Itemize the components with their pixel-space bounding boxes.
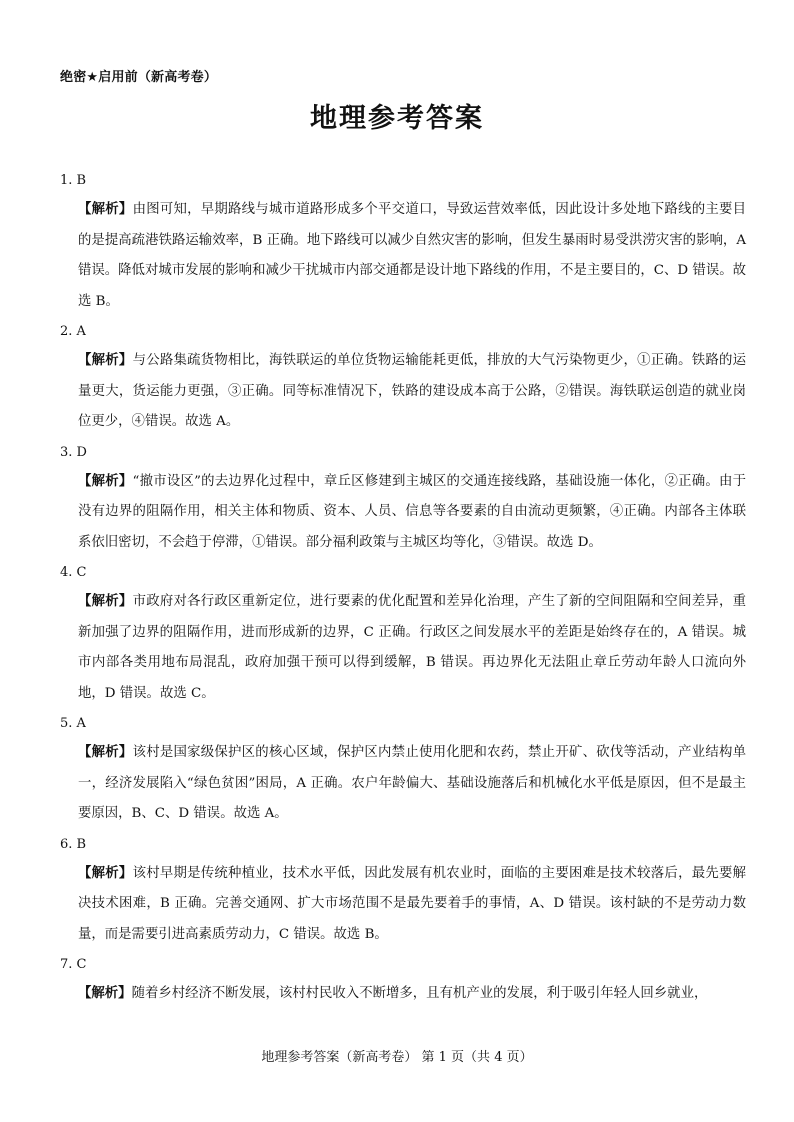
question-analysis	[60, 345, 746, 438]
confidential-label: 绝密★启用前（新高考卷）	[60, 70, 218, 85]
question-analysis	[60, 466, 746, 559]
page-footer: 地理参考答案（新高考卷） 第 1 页（共 4 页）	[261, 1050, 533, 1065]
question-analysis	[60, 858, 746, 951]
analysis-text: “撤市设区”的去边界化过程中，章丘区修建到主城区的交通连接线路，基础设施一体化，②正确。由于没有边界的阻隔作用，相关主体和物质、资本、人员、信息等各要素的自由流动更频繁，④正确。内部各主体联系依旧密切，不会趋于停滞，①错误。部分福利政策与主城区均等化，③错误。故选 D。	[78, 473, 746, 550]
question-number: 1. B	[60, 173, 87, 188]
analysis-tag: 【解析】	[78, 985, 132, 1001]
analysis-text: 市政府对各行政区重新定位，进行要素的优化配置和差异化治理，产生了新的空间阻隔和空间差异，重新加强了边界的阻隔作用，进而形成新的边界，C 正确。行政区之间发展水平的差距是始终存在的，A 错误。城市内部各类用地布局混乱，政府加强干预可以得到缓解，B 错误。再边界化无法阻止章丘劳动年龄人口流向外地，D 错误。故选 C。	[78, 594, 747, 701]
question-number: 7. C	[60, 957, 87, 972]
question-1	[60, 170, 746, 317]
page-title: 地理参考答案	[310, 103, 484, 134]
analysis-tag: 【解析】	[78, 864, 133, 881]
question-7	[60, 954, 746, 1010]
analysis-text: 该村早期是传统种植业，技术水平低，因此发展有机农业时，面临的主要困难是技术较落后，最先要解决技术困难，B 正确。完善交通网、扩大市场范围不是最先要着手的事情，A、D 错误。该村缺的不是劳动力数量，而是需要引进高素质劳动力，C 错误。故选 B。	[78, 865, 747, 942]
question-number: 6. B	[60, 836, 87, 852]
question-3	[60, 442, 746, 559]
analysis-text: 与公路集疏货物相比，海铁联运的单位货物运输能耗更低，排放的大气污染物更少，①正确。铁路的运量更大，货运能力更强，③正确。同等标准情况下，铁路的建设成本高于公路，②错误。海铁联运创造的就业岗位更少，④错误。故选 A。	[78, 353, 747, 429]
question-analysis	[60, 194, 746, 317]
analysis-tag: 【解析】	[78, 352, 133, 368]
question-number: 4. C	[60, 565, 87, 580]
question-4	[60, 562, 746, 709]
analysis-tag: 【解析】	[78, 744, 133, 760]
question-number: 2. A	[60, 324, 86, 339]
question-number: 5. A	[60, 716, 86, 731]
analysis-text: 该村是国家级保护区的核心区域，保护区内禁止使用化肥和农药，禁止开矿、砍伐等活动，产业结构单一，经济发展陷入“绿色贫困”困局，A 正确。农户年龄偏大、基础设施落后和机械化水平低是原因，但不是最主要原因，B、C、D 错误。故选 A。	[78, 745, 747, 821]
analysis-tag: 【解析】	[78, 593, 133, 609]
analysis-tag: 【解析】	[78, 201, 133, 217]
question-6	[60, 834, 746, 951]
question-2	[60, 321, 746, 438]
analysis-text: 随着乡村经济不断发展，该村村民收入不断增多，且有机产业的发展，利于吸引年轻人回乡就业，	[131, 986, 708, 1001]
question-5	[60, 713, 746, 830]
question-number: 3. D	[60, 444, 87, 460]
answer-list	[60, 170, 746, 1014]
analysis-text: 由图可知，早期路线与城市道路形成多个平交道口，导致运营效率低，因此设计多处地下路线的主要目的是提高疏港铁路运输效率，B 正确。地下路线可以减少自然灾害的影响，但发生暴雨时易受洪涝灾害的影响，A 错误。降低对城市发展的影响和减少干扰城市内部交通都是设计地下路线的作用，不是主要目的，C、D 错误。故选 B。	[78, 202, 747, 309]
question-analysis	[60, 586, 746, 709]
question-analysis	[60, 737, 746, 830]
question-analysis	[60, 978, 746, 1010]
analysis-tag: 【解析】	[78, 472, 133, 489]
